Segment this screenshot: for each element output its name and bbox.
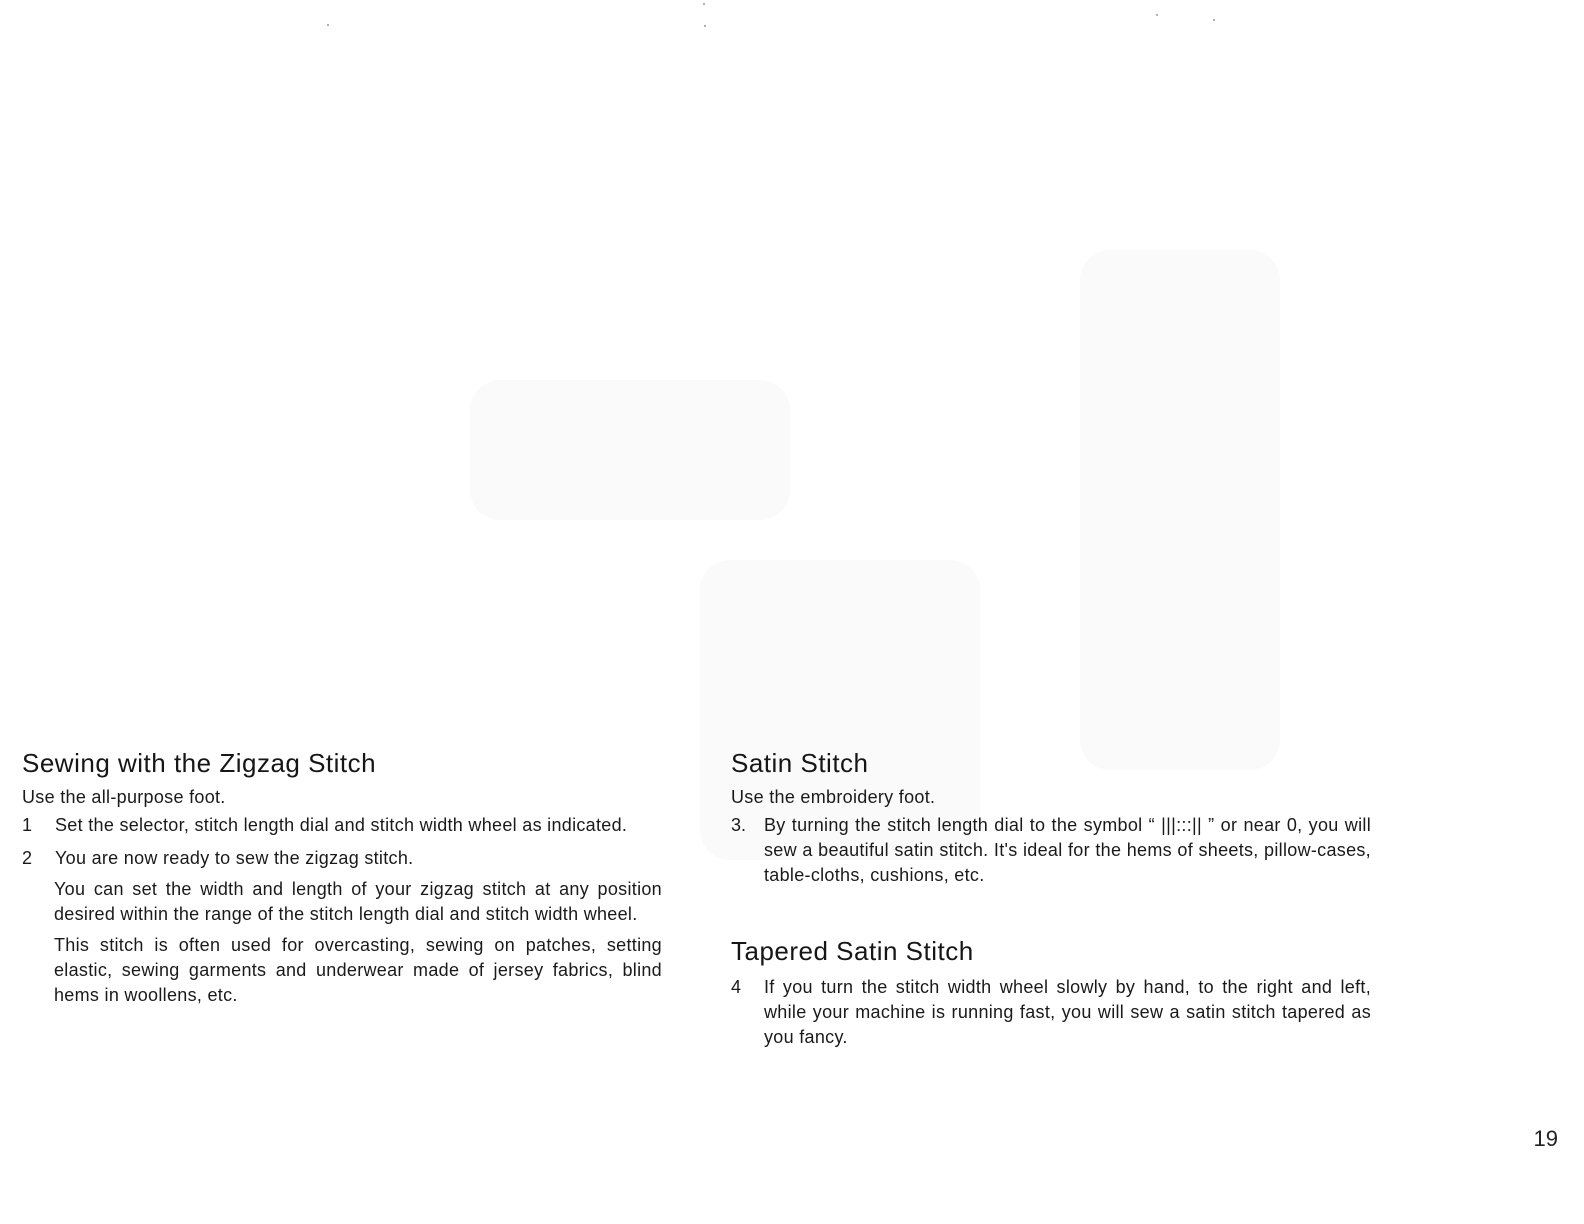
foot-instruction: Use the embroidery foot. <box>731 787 936 807</box>
step-number: 3. <box>731 815 747 835</box>
page-number: 19 <box>1533 1126 1558 1151</box>
step-text: You are now ready to sew the zigzag stitch. <box>55 848 414 868</box>
tapered-satin-section <box>731 936 1371 1050</box>
body-paragraph: You can set the width and length of your zigzag stitch at any position desired within the range of the stitch length dial and stitch width wheel. <box>54 879 662 924</box>
step-text: By turning the stitch length dial to the symbol “ |||:::|| ” or near 0, you will sew a beautiful satin stitch. It's ideal for the hems of sheets, pillow-cases, table-cloths, cushions, etc. <box>764 815 1371 885</box>
step-text: If you turn the stitch width wheel slowly by hand, to the right and left, while your machine is running fast, you will sew a satin stitch tapered as you fancy. <box>764 977 1371 1047</box>
bleed-through-shadow <box>1080 250 1280 770</box>
bleed-through-shadow <box>470 380 790 520</box>
scan-speck <box>1213 19 1215 21</box>
step-item <box>22 846 662 871</box>
step-number: 1 <box>22 815 33 835</box>
zigzag-section <box>22 748 662 1008</box>
scan-speck <box>704 25 706 27</box>
scan-speck <box>327 24 329 26</box>
foot-instruction: Use the all-purpose foot. <box>22 787 226 807</box>
body-paragraph: This stitch is often used for overcasting, sewing on patches, setting elastic, sewing garments and underwear made of jersey fabrics, blind hems in woollens, etc. <box>54 935 662 1005</box>
step-number: 4 <box>731 977 742 997</box>
scan-speck <box>703 3 705 5</box>
section-heading: Sewing with the Zigzag Stitch <box>22 748 377 778</box>
step-text: Set the selector, stitch length dial and stitch width wheel as indicated. <box>55 815 628 835</box>
step-item <box>22 813 662 838</box>
satin-section <box>731 748 1371 1050</box>
section-heading: Tapered Satin Stitch <box>731 936 974 966</box>
section-heading: Satin Stitch <box>731 748 869 778</box>
step-item <box>731 813 1371 888</box>
step-item <box>731 975 1371 1050</box>
step-number: 2 <box>22 848 33 868</box>
scan-speck <box>1156 14 1158 16</box>
